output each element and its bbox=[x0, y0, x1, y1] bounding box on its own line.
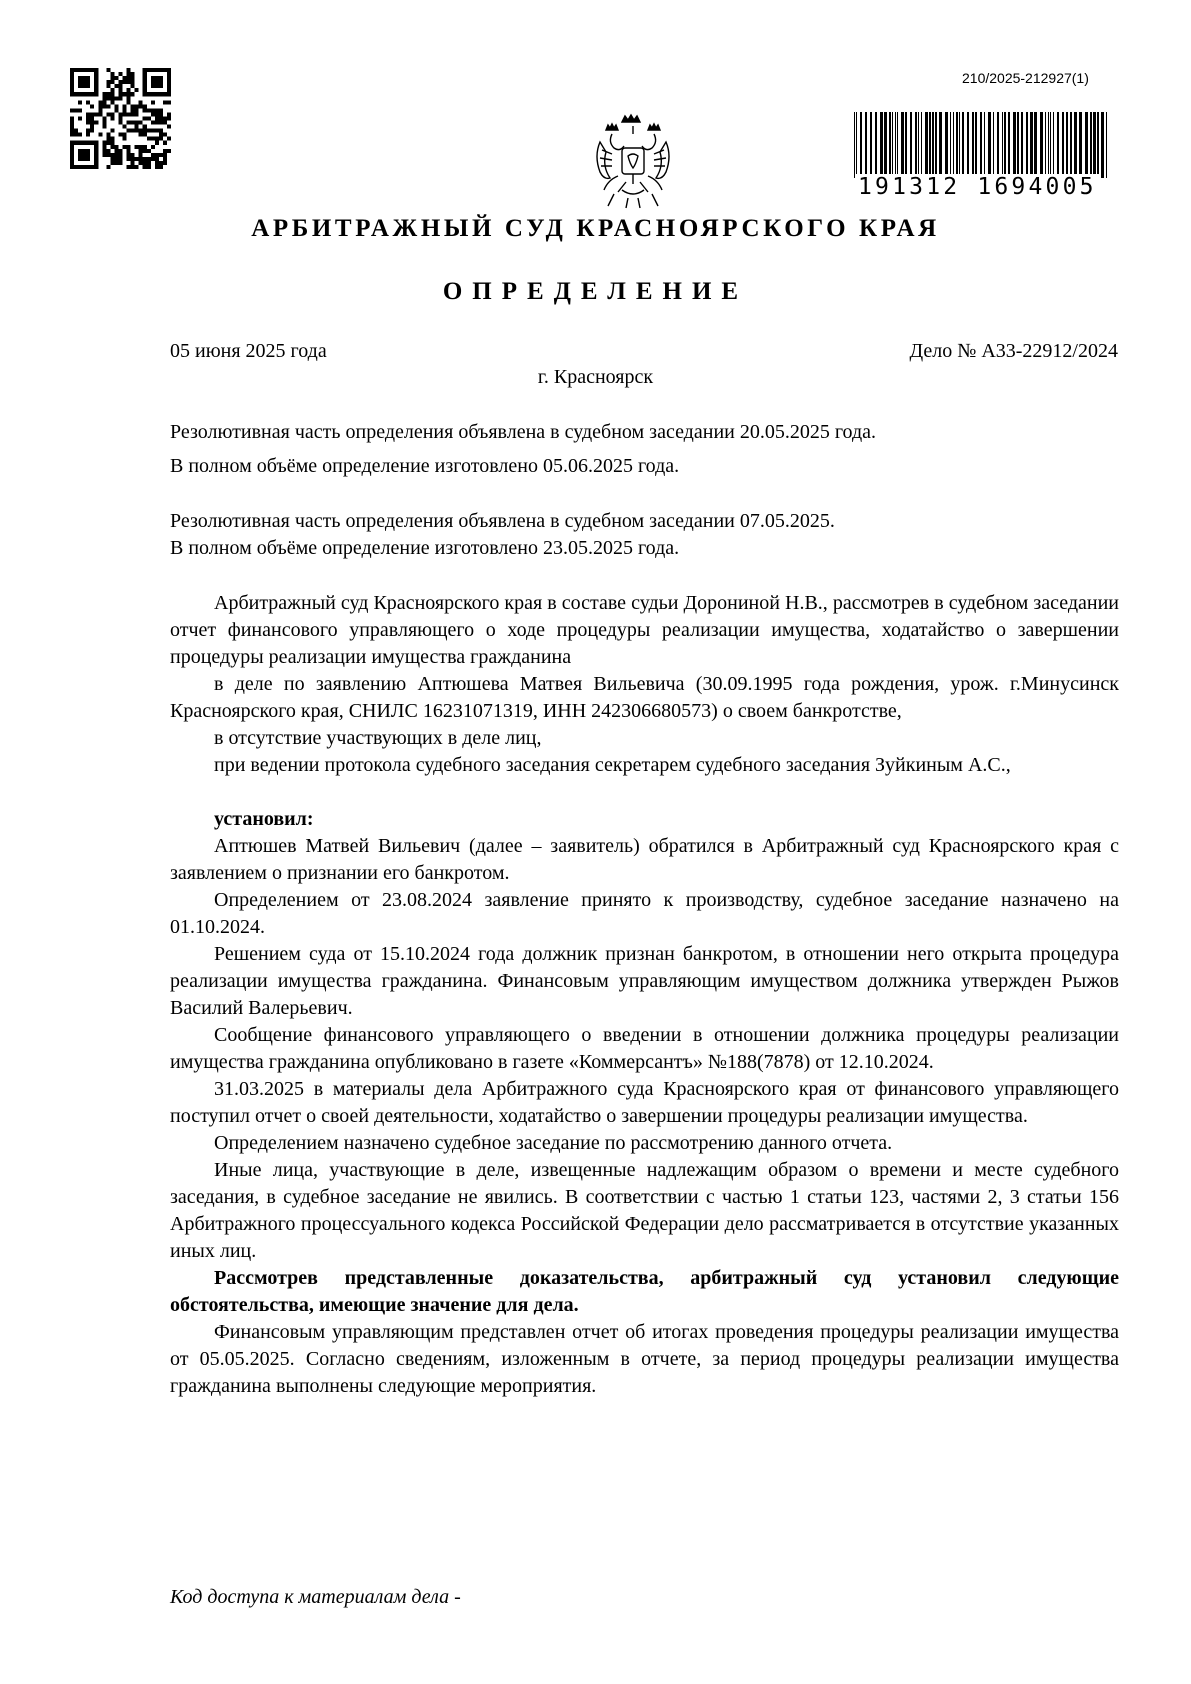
body-paragraph: 31.03.2025 в материалы дела Арбитражного суда Красноярского края от финансового управляющего поступил отчет о своей деятельности, ходатайство о завершении процедуры реализации имущества. bbox=[170, 1078, 1119, 1127]
secretary-paragraph: при ведении протокола судебного заседания секретарем судебного заседания Зуйкиным А.С., bbox=[214, 754, 1011, 776]
body-paragraph: Сообщение финансового управляющего о введении в отношении должника процедуры реализации имущества гражданина опубликовано в газете «Коммерсантъ» №188(7878) от 12.10.2024. bbox=[170, 1024, 1119, 1073]
notice-line: Резолютивная часть определения объявлена в судебном заседании 20.05.2025 года. bbox=[170, 421, 877, 443]
case-number: Дело № А33-22912/2024 bbox=[909, 340, 1118, 362]
body-paragraph: Решением суда от 15.10.2024 года должник признан банкротом, в отношении него открыта процедура реализации имущества гражданина. Финансовым управляющим имуществом должника утвержден Рыжов Василий Валерьевич. bbox=[170, 943, 1119, 1019]
document-body bbox=[170, 590, 1119, 1400]
notice-line: В полном объёме определение изготовлено 23.05.2025 года. bbox=[170, 537, 680, 559]
body-paragraph: Определением назначено судебное заседание по рассмотрению данного отчета. bbox=[214, 1132, 893, 1154]
barcode bbox=[852, 112, 1112, 202]
notice-line: В полном объёме определение изготовлено 05.06.2025 года. bbox=[170, 455, 680, 477]
access-code-label: Код доступа к материалам дела - bbox=[170, 1586, 461, 1608]
city: г. Красноярск bbox=[537, 366, 654, 388]
russian-coat-of-arms-icon bbox=[592, 112, 674, 212]
document-code: 210/2025-212927(1) bbox=[962, 70, 1089, 86]
intro-paragraph: Арбитражный суд Красноярского края в составе судьи Дорониной Н.В., рассмотрев в судебном заседании отчет финансового управляющего о ходе процедуры реализации имущества, ходатайство о завершении процедуры реализации имущества гражданина bbox=[170, 592, 1119, 668]
ustanovil-heading: установил: bbox=[214, 808, 314, 830]
body-paragraph: Определением от 23.08.2024 заявление принято к производству, судебное заседание назначено на 01.10.2024. bbox=[170, 889, 1119, 938]
body-paragraph: Аптюшев Матвей Вильевич (далее – заявитель) обратился в Арбитражный суд Красноярского края с заявлением о признании его банкротом. bbox=[170, 835, 1119, 884]
document-title: ОПРЕДЕЛЕНИЕ bbox=[442, 278, 749, 305]
notice-line: Резолютивная часть определения объявлена в судебном заседании 07.05.2025. bbox=[170, 510, 835, 532]
body-paragraph: Финансовым управляющим представлен отчет об итогах проведения процедуры реализации имущества от 05.05.2025. Согласно сведениям, изложенным в отчете, за период процедуры реализации имущества гражданина выполнены следующие мероприятия. bbox=[170, 1321, 1119, 1397]
document-date: 05 июня 2025 года bbox=[170, 340, 327, 362]
absence-paragraph: в отсутствие участвующих в деле лиц, bbox=[214, 727, 542, 749]
body-paragraph: Иные лица, участвующие в деле, извещенные надлежащим образом о времени и месте судебного заседания, в судебное заседание не явились. В соответствии с частью 1 статьи 123, частями 2, 3 статьи 156 Арбитражного процессуального кодекса Российской Федерации дело рассматривается в отсутствие указанных иных лиц. bbox=[170, 1159, 1119, 1262]
court-name: АРБИТРАЖНЫЙ СУД КРАСНОЯРСКОГО КРАЯ bbox=[251, 215, 940, 242]
case-party-paragraph: в деле по заявлению Аптюшева Матвея Вильевича (30.09.1995 года рождения, урож. г.Минусинск Красноярского края, СНИЛС 16231071319, ИНН 242306680573) о своем банкротстве, bbox=[170, 673, 1119, 722]
qr-code-icon bbox=[70, 68, 171, 169]
barcode-digits: 191312 1694005 bbox=[858, 174, 1097, 200]
findings-heading-paragraph: Рассмотрев представленные доказательства, арбитражный суд установил следующие обстоятельства, имеющие значение для дела. bbox=[170, 1267, 1119, 1316]
